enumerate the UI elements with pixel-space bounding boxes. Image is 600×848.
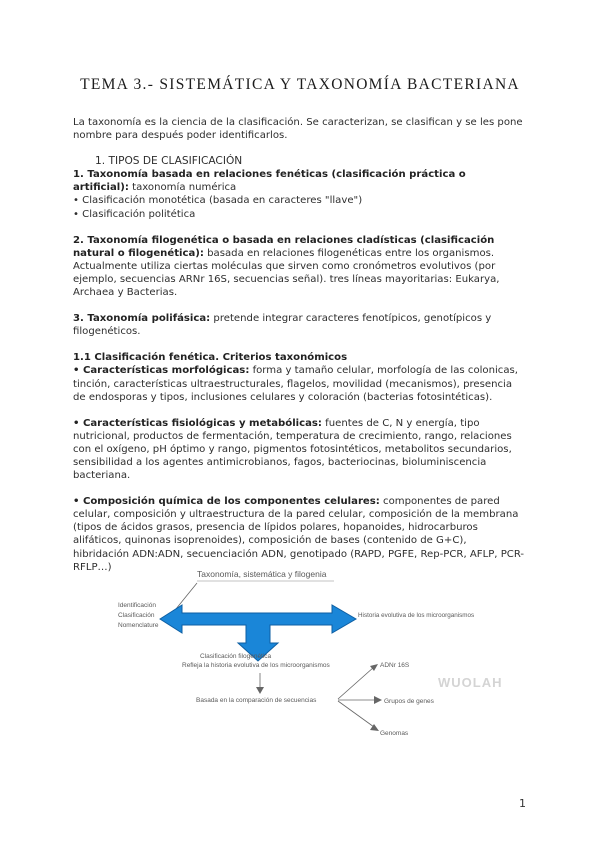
diagram-bottom-label: Basada en la comparación de secuencias (196, 697, 317, 704)
intro-paragraph: La taxonomía es la ciencia de la clasificación. Se caracterizan, se clasifican y se les pone nombre para después poder identificarlos. (73, 117, 523, 142)
paragraph-text: fuentes de C, N y energía, tipo nutricional, productos de fermentación, temperatura de crecimiento, rango, relaciones con el oxígeno, pH óptimo y rango, pigmentos fotosintéticos, metabolitos secundarios, sensibilidad a los agentes antimicrobianos, fagos, bacteriocinas, bioluminiscencia bacteriana. (73, 417, 512, 482)
bold-lead: • Características fisiológicas y metabólicas: (73, 417, 322, 429)
diagram-left-line: Identificación (118, 602, 156, 609)
paragraph-taxonomia-polifasica (73, 312, 525, 338)
diagram-center-subtitle: Refleja la historia evolutiva de los microorganismos (182, 662, 330, 669)
paragraph-text: componentes de pared celular, composición y ultraestructura de la pared celular, composición de la membrana (tipos de ácidos grasos, presencia de lípidos polares, hopanoides, hidrocarburos alifáticos, quinonas isoprenoides), composición de bases (contenido de G+C), hibridación ADN:ADN, secuenciación ADN, genotipado (RAPD, PGFE, Rep-PCR, AFLP, PCR-RFLP…) (73, 496, 525, 573)
paragraph-text: basada en relaciones filogenéticas entre los organismos. Actualmente utiliza ciertas moléculas que sirven como cronómetros evolutivos (por ejemplo, secuencias ARNr 16S, secuencias señal). tres líneas mayoritarias: Eukarya, Archaea y Bacterias. (73, 247, 500, 299)
diagram-branch: Genomas (380, 730, 409, 737)
diagram-left-line: Clasificación (118, 612, 155, 619)
list-item: • Clasificación politética (73, 208, 196, 220)
bold-lead: 1. Taxonomía basada en relaciones fenéticas (clasificación práctica o artificial): (73, 169, 466, 194)
criteria-fisiologicas (73, 417, 525, 482)
diagram-branch: ADNr 16S (380, 662, 410, 669)
diagram-branch: Grupos de genes (384, 698, 434, 705)
bold-lead: • Características morfológicas: (73, 365, 250, 377)
criteria-quimica (73, 495, 525, 574)
diagram-left-line: Nomenclature (118, 622, 159, 629)
paragraph-text: taxonomía numérica (128, 182, 237, 194)
diagram-center-title: Clasificación filogenética (200, 653, 272, 660)
bold-lead: 2. Taxonomía filogenética o basada en relaciones cladísticas (clasificación natural o filogenética): (73, 234, 495, 259)
taxonomy-diagram (112, 563, 510, 748)
bold-lead: 3. Taxonomía polifásica: (73, 313, 211, 325)
subsection-heading: 1.1 Clasificación fenética. Criterios taxonómicos (73, 352, 348, 364)
page-number: 1 (519, 797, 526, 810)
paragraph-taxonomia-fenetica (73, 168, 525, 194)
criteria-morfologicas (73, 364, 525, 403)
diagram-top-label: Taxonomía, sistemática y filogenia (197, 569, 327, 579)
paragraph-taxonomia-filogenetica (73, 234, 525, 299)
paragraph-text: pretende integrar caracteres fenotípicos, genotípicos y filogenéticos. (73, 313, 492, 338)
diagram-right-label: Historia evolutiva de los microorganismos (358, 612, 475, 619)
document-body (73, 116, 525, 574)
page-title: TEMA 3.- SISTEMÁTICA Y TAXONOMÍA BACTERIANA (80, 76, 520, 93)
bold-lead: • Composición química de los componentes celulares: (73, 496, 380, 508)
section-heading-tipos: 1. TIPOS DE CLASIFICACIÓN (95, 155, 243, 168)
list-item: • Clasificación monotética (basada en caracteres "llave") (73, 195, 363, 207)
watermark-logo: WUOLAH (438, 675, 503, 690)
paragraph-text: forma y tamaño celular, morfología de las colonicas, tinción, características ultraestructurales, flagelos, movilidad (mecanismos), presencia de endosporas y tipos, inclusiones celulares y coloración (bacterias fotosintéticas). (73, 365, 519, 403)
